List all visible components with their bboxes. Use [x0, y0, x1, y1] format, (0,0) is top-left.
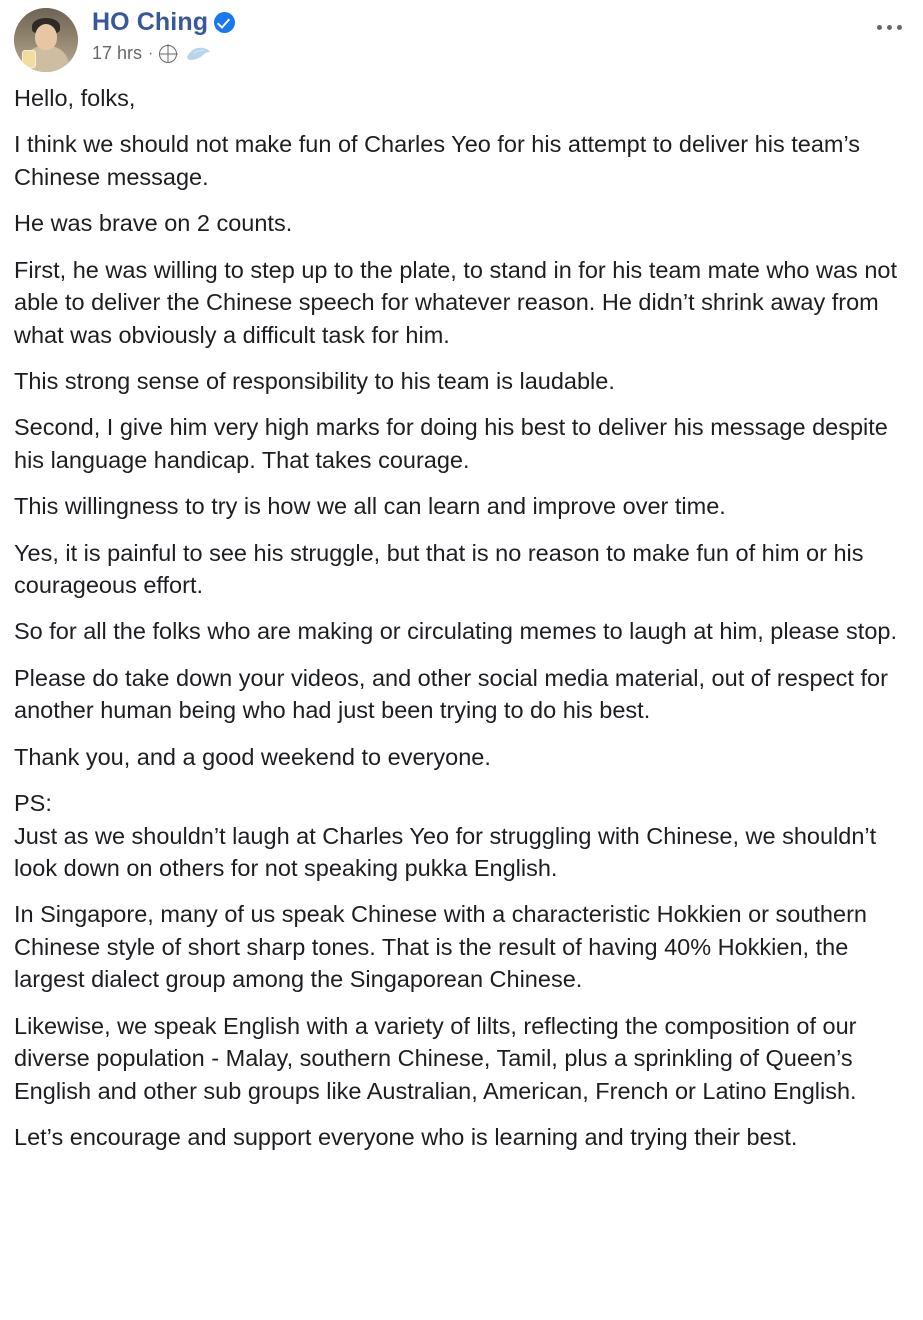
post-paragraph: This willingness to try is how we all can learn and improve over time.	[14, 493, 726, 520]
more-dot-3	[897, 25, 902, 30]
post-meta	[92, 43, 235, 64]
avatar[interactable]	[14, 8, 78, 72]
post-paragraph: So for all the folks who are making or circulating memes to laugh at him, please stop.	[14, 618, 897, 645]
post-paragraph: In Singapore, many of us speak Chinese with a characteristic Hokkien or southern Chinese style of short sharp tones. That is the result of having 40% Hokkien, the largest dialect group among the Singaporean Chinese.	[14, 901, 867, 993]
post-paragraph: Second, I give him very high marks for doing his best to deliver his message despite his language handicap. That takes courage.	[14, 414, 888, 473]
bird-icon	[185, 45, 211, 63]
author-row	[92, 10, 235, 35]
post-paragraph: First, he was willing to step up to the plate, to stand in for his team mate who was not able to deliver the Chinese speech for whatever reason. He didn’t shrink away from what was obviously a difficult task for him.	[14, 256, 897, 348]
post-paragraph: Hello, folks,	[14, 85, 136, 111]
post-paragraph: This strong sense of responsibility to his team is laudable.	[14, 367, 615, 394]
more-dot-2	[887, 25, 892, 30]
post-paragraph: Thank you, and a good weekend to everyone.	[14, 743, 491, 770]
profile-photo-icon	[14, 8, 78, 72]
post-paragraph: Please do take down your videos, and other social media material, out of respect for another human being who had just been trying to do his best.	[14, 664, 888, 724]
post-timestamp[interactable]: 17 hrs	[92, 43, 143, 63]
author-name[interactable]: HO Ching	[92, 8, 209, 36]
post-paragraph: Let’s encourage and support everyone who is learning and trying their best.	[14, 1123, 798, 1150]
post-paragraph: Just as we shouldn’t laugh at Charles Yeo for struggling with Chinese, we shouldn’t look down on others for not speaking pukka English.	[14, 822, 877, 882]
post-paragraph: I think we should not make fun of Charles Yeo for his attempt to deliver his team’s Chinese message.	[14, 131, 861, 190]
globe-icon[interactable]	[159, 45, 177, 63]
more-options-button[interactable]	[869, 14, 909, 40]
verified-badge-icon	[214, 12, 235, 33]
more-dot-1	[877, 25, 882, 30]
post-body	[0, 76, 923, 1153]
post-header	[0, 0, 923, 76]
meta-separator: ·	[148, 44, 154, 62]
post-paragraph: Likewise, we speak English with a variety of lilts, reflecting the composition of our diverse population - Malay, southern Chinese, Tamil, plus a sprinkling of Queen’s English and other sub groups like Australian, American, French or Latino English.	[14, 1012, 857, 1104]
post-paragraph: Yes, it is painful to see his struggle, but that is no reason to make fun of him or his courageous effort.	[14, 539, 864, 599]
post-paragraph: He was brave on 2 counts.	[14, 210, 293, 237]
post-paragraph: PS:	[14, 790, 52, 817]
post-header-text	[92, 8, 235, 64]
